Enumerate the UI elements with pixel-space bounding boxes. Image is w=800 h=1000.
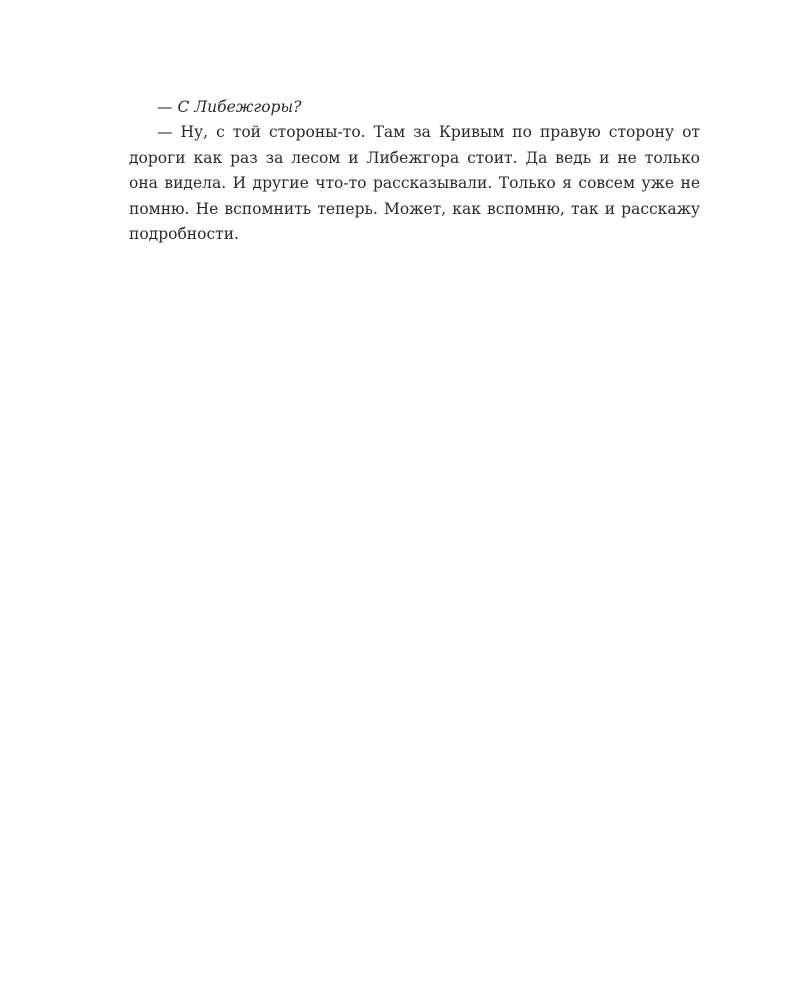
dialogue-dash: — xyxy=(157,98,173,116)
dialogue-answer-line-1: — Ну, с той стороны-то. Там за Кривым по правую сторону от xyxy=(157,123,700,142)
dialogue-answer-line-4: помню. Не вспомнить теперь. Может, как вспомню, так и расскажу xyxy=(129,199,700,218)
dialogue-question-text: С Либежгоры? xyxy=(177,98,302,116)
dialogue-answer-line-5: подробности. xyxy=(129,225,239,244)
dialogue-answer-line-3: она видела. И другие что-то рассказывали. Только я совсем уже не xyxy=(129,174,700,193)
page-body-text xyxy=(129,95,700,247)
dialogue-answer-line-2: дороги как раз за лесом и Либежгора стоит. Да ведь и не только xyxy=(129,148,700,167)
dialogue-question-line xyxy=(129,95,700,120)
